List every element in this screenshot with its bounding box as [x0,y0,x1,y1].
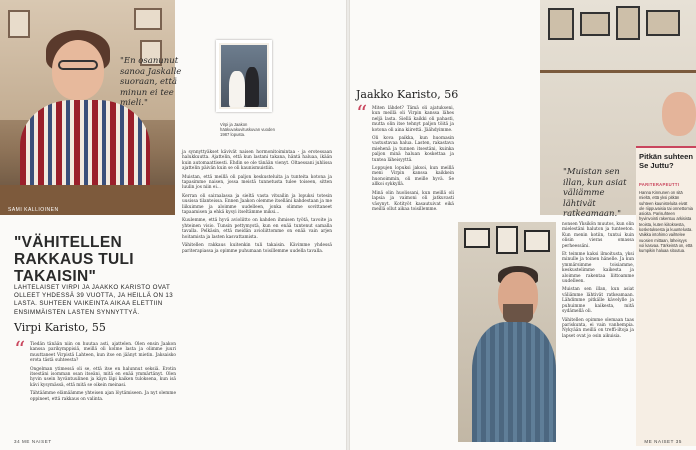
paragraph: Et teimme kaksi ilmoitusta, yksi minulle ja toinen hänelle. Ja kun ymmärsimme toisiamme, keskustelimme kaikesta ja aloimme rakentaa liittoamme uudelleen. [562,252,634,285]
quote-mark-icon: “ [14,338,26,363]
paragraph: Muistan, että meillä oli paljon keskusteluita ja tunteita kotona ja tapasimme naisen, jossa meistä tunnetusta tulee toiseen, sitten luulin jos niin ei... [182,174,332,191]
info-sidebar [636,146,696,446]
page-footer-left: 34 ME NAISET [14,439,52,444]
right-page [350,0,696,450]
body-column-a [372,106,454,212]
person-name-jaakko: Jaakko Karisto, 56 [356,88,459,101]
intro-text: LAHTELAISET VIRPI JA JAAKKO KARISTO OVAT OLLEET YHDESSÄ 39 VUOTTA, JA HEILLÄ ON 13 LASTA. SUHTEEN VAIKEINTA AIKAA ELETTIIN ENSIMMÄISTEN LASTEN SYNNYTTYÄ. [14,284,174,316]
wedding-photo [216,40,272,112]
paragraph: Tähtäämme elämäämme yhteisen ajan löytämiseen. Ja nyt olemme oppineet, että rakkaus on valinta. [30,391,176,402]
paragraph: Loppujen lopuksi jaksoi, kun meillä meni Virpin kanssa kaikkein huonoimmin, oli meille hyvä. Se allkoi sykkyllä. [372,166,454,188]
paragraph: Minä olin huolissani, kun meillä oli lapsia ja vaimoni oli jatkuvasti väsynyt. Kotityöt kasautuivat eikä meillä ollut aikaa toisillemme. [372,190,454,212]
paragraph: Ongelman ytimessä oli se, että itse en halunnut seksiä. Erotin itsestäni isomman osan itseäni, mitä en enää ymmärtänyt. Olen hyvin usein hyväntuulinen ja käyn läpi kaiken tuloksena, kun isä kävi kysymässä, että mitä se oikein meinasi. [30,366,176,388]
person-name-virpi: Virpi Karisto, 55 [14,321,106,334]
jaakko-photo [458,222,556,442]
paragraph: Kerran oli sairaalassa ja sieltä vasta vitsailin ja lopuksi totesin uusissa tilanteissa. Ennen Jaakon olemme itselläni kahdestaan ja me liikuimme ja aloimme uudelleen, jonka olimme sovittaneet tapaamisen ja ehkä kysyi itseltämme miksi... [182,193,332,216]
pull-quote-right: "Muistan sen illan, kun asiat väliämme lähtivät ratkeamaan." [563,167,627,219]
sidebar-body: Hanna Kinnunen on sitä mieltä, että yksi pitkän suhteen kaunisteluita eivät ole riippuvaisia tai onnettomia asioita. Parisuhteen hyvinvointi rakentuu arkisista teoista, kuten kiitoksesta, kosketuksesta ja kuuntelusta. Vaikka intohimo vaihtelee vuosien mittaan, läheisyys voi kasvaa. Tärkeintä on, että kumpikin haluaa sitoutua. [639,190,693,254]
page-footer-right: ME NAISET 35 [644,439,682,444]
photo-credit: SAMI KALLIOINEN [8,207,59,213]
body-column-b [562,222,634,339]
body-column-center [182,150,332,254]
body-column-left [30,342,176,402]
paragraph: Oli kova paikka, kun huomasin vastustavaa halua. Lasten, rakastava miehenä ja tunnen itsestäni, kuinka paljon minä haluan koskettaa ja tuntea läheisyyttä. [372,136,454,163]
paragraph: Tiedän tänään niin on huutaa asti, ajattelen. Olen ensin Jaakon kanssa parikymppisiä, meillä oli kolme lasta ja olimme juuri muuttaneet Virpistä Lahteen, kun itse en jäänyt mietin. Jaksaisko erota tästä suhteesta? [30,342,176,364]
paragraph: nonsen Yksikön muutos, kun olin mielestäni haluton ja tunteeton. Kun menin kotiin, tuntui kuin olisin vieras omassa perheessäni. [562,222,634,249]
paragraph: Vähitellen opimme olemaan taas pariskunta, ei vain vanhempia. Nykyään meillä on treffi-iltoja ja lapset ovat jo osin aikuisia. [562,317,634,339]
left-page [0,0,346,450]
paragraph: Muistan sen illan, kun asiat väliämme lähtivät ratkeamaan. Lähdimme pitkälle kävelylle ja puhuimme kaikesta, mitä sydämellä oli. [562,287,634,315]
pull-quote: "En osanunut sanoa Jaskalle suoraan, että minun ei tee mieli." [120,56,182,108]
sidebar-title: Pitkän suhteen Se Juttu? [639,152,694,171]
quote-mark-icon: “ [356,102,368,127]
paragraph: ja synnyttyäkset kävivät naisen hormonitoimintaa - ja erotessaan halukkuutta. Ajattelin, että kun lastani takana, häntä haluaa, ikään kuin automaattisesti. Ehdin se ole tänään vienyt. Oltaessani juhlissa ajattelin päivän kuin se oli kaunismuistiin. [182,150,332,172]
wedding-caption: Virpi ja Jaakon hääkuvakuvituskuvan vuoden 1987 lopusta. [220,122,275,138]
paragraph: Kuulemme, että hyvä avioliitto on kahden ihmisen työtä, tavoite ja yhteinen visio. Tunsin pettymystä, kun en enää tuntenut samalla tavalla. Pelkäsin, että meidän avioliittomme on enää vain arjen hoitamista ja lasten kasvattamista. [182,218,332,240]
paragraph: Miten lähdet? Tämä oli ajatukseni, kun meillä oli Virpin kanssa lähes neljä lasta. Siellä kaikki oli pahasti, mutta olin itse tehnyt paljon töitä ja kotona oli aina kiirettä. Jäähdyimme. [372,106,454,133]
paragraph: Vähitellen rakkaus kuitenkin tuli takaisin. Kävimme yhdessä pariterapiassa ja opimme puhumaan toisillemme uudella tavalla. [182,243,332,254]
headline: "VÄHITELLEN RAKKAUS TULI TAKAISIN" [14,234,134,285]
sidebar-subtitle: PARITERAPEUTTI [639,182,680,187]
